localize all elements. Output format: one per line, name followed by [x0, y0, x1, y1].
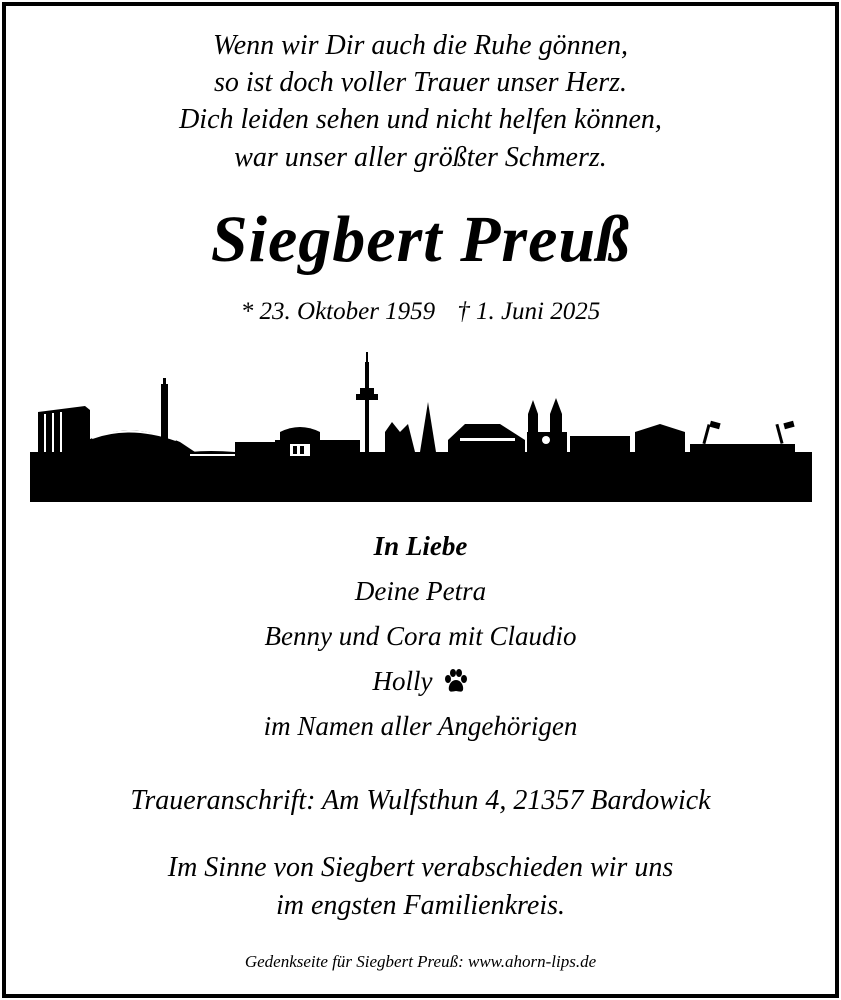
poem-line: war unser aller größter Schmerz. — [234, 142, 607, 173]
deceased-name: Siegbert Preuß — [210, 203, 631, 276]
poem-line: Dich leiden sehen und nicht helfen können, — [179, 104, 662, 135]
mourning-address: Traueranschrift: Am Wulfsthun 4, 21357 Bardowick — [130, 785, 711, 816]
paw-print-icon — [443, 668, 469, 694]
love-title: In Liebe — [373, 531, 468, 561]
poem-line: so ist doch voller Trauer unser Herz. — [214, 67, 627, 98]
mourner-line-pet — [0, 665, 841, 697]
life-dates — [0, 297, 841, 327]
mourner-line: im Namen aller Angehörigen — [263, 711, 578, 741]
poem-line: Wenn wir Dir auch die Ruhe gönnen, — [212, 30, 629, 61]
closing-line: Im Sinne von Siegbert verabschieden wir uns — [167, 852, 674, 883]
birth-date: * 23. Oktober 1959 — [240, 298, 436, 325]
city-skyline-silhouette-icon — [30, 352, 812, 502]
memorial-page-footer: Gedenkseite für Siegbert Preuß: www.ahorn-lips.de — [244, 952, 597, 971]
closing-line: im engsten Familienkreis. — [275, 890, 565, 921]
mourner-line: Deine Petra — [354, 576, 487, 606]
death-date: † 1. Juni 2025 — [457, 298, 601, 325]
mourner-line: Benny und Cora mit Claudio — [264, 621, 577, 651]
pet-name: Holly — [372, 666, 433, 696]
